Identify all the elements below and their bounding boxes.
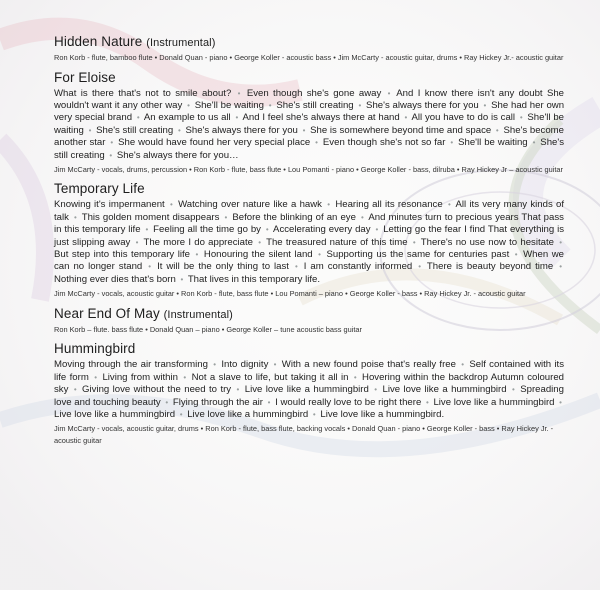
lyric-line: She is somewhere beyond time and space [310, 124, 492, 136]
lyric-line: With a new found poise that's really free [281, 359, 456, 371]
lyric-separator: • [483, 100, 487, 110]
lyric-line: She'll be waiting [194, 99, 264, 111]
lyric-line: She's still creating [54, 137, 564, 161]
lyric-line: Supporting us the same for centuries past [326, 249, 510, 261]
song-title-text: Near End Of May [54, 305, 160, 321]
lyric-separator: • [187, 100, 190, 110]
lyric-separator: • [374, 385, 378, 395]
lyric-line: Living from within [102, 371, 178, 383]
lyric-line: Accelerating every day [273, 224, 371, 236]
lyric-separator: • [213, 360, 217, 370]
lyric-line: What is there that's not to smile about? [54, 87, 232, 99]
lyric-line: She's always there for you… [116, 149, 239, 161]
lyric-separator: • [412, 237, 416, 247]
lyric-line: There is beauty beyond time [426, 261, 554, 273]
lyric-separator: • [418, 262, 422, 272]
lyric-line: She's still creating [96, 124, 174, 136]
lyric-separator: • [73, 385, 77, 395]
song-near-end-of-may [54, 306, 564, 336]
lyric-separator: • [267, 397, 271, 407]
lyric-line: Hearing all its resonance [335, 199, 443, 211]
lyric-separator: • [268, 100, 272, 110]
song-lyrics [54, 199, 564, 286]
lyric-separator: • [353, 372, 357, 382]
song-title [54, 306, 564, 321]
song-title: For Eloise [54, 69, 116, 85]
lyric-separator: • [135, 237, 139, 247]
lyric-line: She would have found her very special place [118, 137, 311, 149]
lyric-line: Moving through the air transforming [54, 359, 208, 371]
lyric-line: An example to us all [143, 112, 231, 124]
lyric-line: She's always there for you [366, 99, 479, 111]
lyric-separator: • [258, 237, 262, 247]
lyric-line: She'll be waiting [54, 112, 564, 136]
lyric-line: When we can no longer stand [54, 249, 564, 273]
lyric-separator: • [109, 150, 113, 160]
lyric-separator: • [450, 138, 454, 148]
lyric-line: Honouring the silent land [203, 249, 313, 261]
lyric-line: Live love like a hummingbird [433, 396, 555, 408]
lyric-line: Letting go the fear I find That everything is just slipping away [54, 224, 565, 248]
lyric-separator: • [514, 250, 518, 260]
lyric-line: Even though she's not so far [322, 137, 446, 149]
liner-notes [54, 34, 564, 452]
lyric-line: This golden moment disappears [81, 211, 220, 223]
lyric-separator: • [327, 200, 331, 210]
song-credits: Ron Korb – flute. bass flute • Donald Quan – piano • George Koller – tune acoustic bass guitar [54, 324, 362, 334]
lyric-separator: • [148, 262, 152, 272]
lyric-separator: • [170, 200, 173, 210]
lyric-line: Nothing ever dies that's born [54, 273, 176, 285]
lyric-separator: • [294, 262, 298, 272]
lyric-separator: • [360, 212, 364, 222]
lyric-separator: • [179, 409, 183, 419]
lyric-line: Feeling all the time go by [153, 224, 261, 236]
lyric-line: All its very many kinds of talk [54, 199, 565, 223]
song-title-text: Hidden Nature [54, 34, 143, 49]
lyric-line: She's become another star [54, 124, 564, 149]
lyric-line: I am constantly informed [303, 261, 413, 273]
lyric-separator: • [183, 372, 187, 382]
lyric-line: Live love like a hummingbird [244, 384, 369, 396]
lyric-line: I would really love to be right there [275, 396, 422, 408]
lyric-line: Hovering within the backdrop Autumn coloured sky [54, 371, 565, 396]
lyric-separator: • [180, 274, 184, 284]
lyric-separator: • [375, 225, 379, 235]
lyric-separator: • [559, 262, 563, 272]
lyric-separator: • [88, 125, 92, 135]
lyric-line: But step into this temporary life [54, 249, 191, 261]
lyric-line: And minutes turn to precious years That pass in this temporary life [54, 211, 564, 236]
lyric-line: Self contained with its life form [54, 359, 565, 383]
lyric-line: Watching over nature like a hawk [178, 199, 322, 211]
lyric-line: There's no use now to hesitate [420, 236, 554, 248]
lyric-line: Spreading love and touching beauty [54, 384, 564, 408]
lyric-separator: • [145, 225, 149, 235]
lyric-separator: • [519, 113, 523, 123]
lyric-separator: • [235, 113, 239, 123]
lyric-line: Giving love without the need to try [82, 384, 232, 396]
lyric-separator: • [425, 397, 429, 407]
song-credits: Jim McCarty - vocals, acoustic guitar, drums • Ron Korb - flute, bass flute, backing vocals • Donald Quan - piano • George Koller - bass • Ray Hickey Jr. - acoustic guitar [54, 424, 554, 445]
lyric-separator: • [265, 225, 269, 235]
lyric-line: Not a slave to life, but taking it all in [191, 371, 349, 383]
song-title [54, 34, 564, 49]
lyric-line: Live love like a hummingbird. [320, 408, 445, 420]
lyric-separator: • [110, 138, 114, 148]
lyric-line: The treasured nature of this time [266, 236, 408, 248]
lyric-line: Knowing it's impermanent [54, 199, 165, 211]
song-credits: Jim McCarty - vocals, drums, percussion • Ron Korb - flute, bass flute • Lou Pomanti - piano • George Koller - bass, dilruba • Ray Hickey Jr – acoustic guitar [54, 164, 564, 174]
lyric-separator: • [318, 250, 321, 260]
lyric-separator: • [302, 125, 306, 135]
song-temporary-life [54, 181, 564, 299]
lyric-separator: • [74, 212, 77, 222]
lyric-separator: • [447, 200, 451, 210]
song-credits: Ron Korb - flute, bamboo flute • Donald Quan - piano • George Koller - acoustic bass • Jim McCarty - acoustic guitar, drums • Ray Hickey Jr.- acoustic guitar [54, 53, 564, 62]
lyric-separator: • [387, 88, 391, 98]
song-lyrics [54, 88, 564, 162]
lyric-line: Live love like a hummingbird [187, 408, 309, 420]
lyric-separator: • [136, 113, 140, 123]
lyric-line: All you have to do is call [411, 112, 516, 124]
song-title-suffix: (Instrumental) [146, 37, 216, 49]
lyric-separator: • [273, 360, 277, 370]
lyric-line: Live love like a hummingbird [382, 384, 507, 396]
lyric-separator: • [195, 250, 199, 260]
lyric-line: She'll be waiting [458, 137, 528, 149]
song-for-eloise [54, 70, 564, 176]
lyric-separator: • [358, 100, 362, 110]
lyric-separator: • [559, 397, 562, 407]
lyric-separator: • [512, 385, 515, 395]
lyric-separator: • [315, 138, 318, 148]
song-title: Hummingbird [54, 341, 136, 357]
lyric-line: She had her own very special brand [54, 99, 565, 124]
lyric-separator: • [532, 138, 536, 148]
lyric-line: She's always there for you [185, 124, 298, 136]
lyric-separator: • [236, 385, 240, 395]
lyric-separator: • [165, 397, 169, 407]
lyric-separator: • [404, 113, 408, 123]
lyric-line: Into dignity [221, 359, 269, 371]
lyric-line: And I know there isn't any doubt She wouldn't want it any other way [54, 87, 565, 111]
lyric-line: Before the blinking of an eye [232, 211, 356, 223]
lyric-line: And I feel she's always there at hand [242, 112, 400, 124]
lyric-separator: • [559, 237, 563, 247]
lyric-line: It will be the only thing to last [157, 261, 289, 273]
song-credits: Jim McCarty - vocals, acoustic guitar • Ron Korb - flute, bass flute • Lou Pomanti – piano • George Koller - bass • Ray Hickey Jr. - acoustic guitar [54, 289, 526, 299]
lyric-line: That lives in this temporary life. [187, 273, 321, 285]
song-hidden-nature [54, 34, 564, 64]
lyric-line: Flying through the air [172, 396, 263, 408]
lyric-separator: • [312, 409, 316, 419]
lyric-line: Even though she's gone away [246, 87, 382, 99]
lyric-separator: • [237, 88, 241, 98]
lyric-separator: • [224, 212, 228, 222]
lyric-line: Live love like a hummingbird [54, 408, 176, 420]
lyric-separator: • [177, 125, 181, 135]
lyric-separator: • [461, 360, 465, 370]
song-hummingbird [54, 341, 564, 446]
lyric-line: The more I do appreciate [143, 236, 253, 248]
lyric-separator: • [495, 125, 499, 135]
lyric-line: She's still creating [276, 99, 354, 111]
lyric-separator: • [94, 372, 98, 382]
song-lyrics [54, 359, 564, 421]
song-title-suffix: (Instrumental) [163, 308, 233, 321]
song-title: Temporary Life [54, 181, 145, 197]
